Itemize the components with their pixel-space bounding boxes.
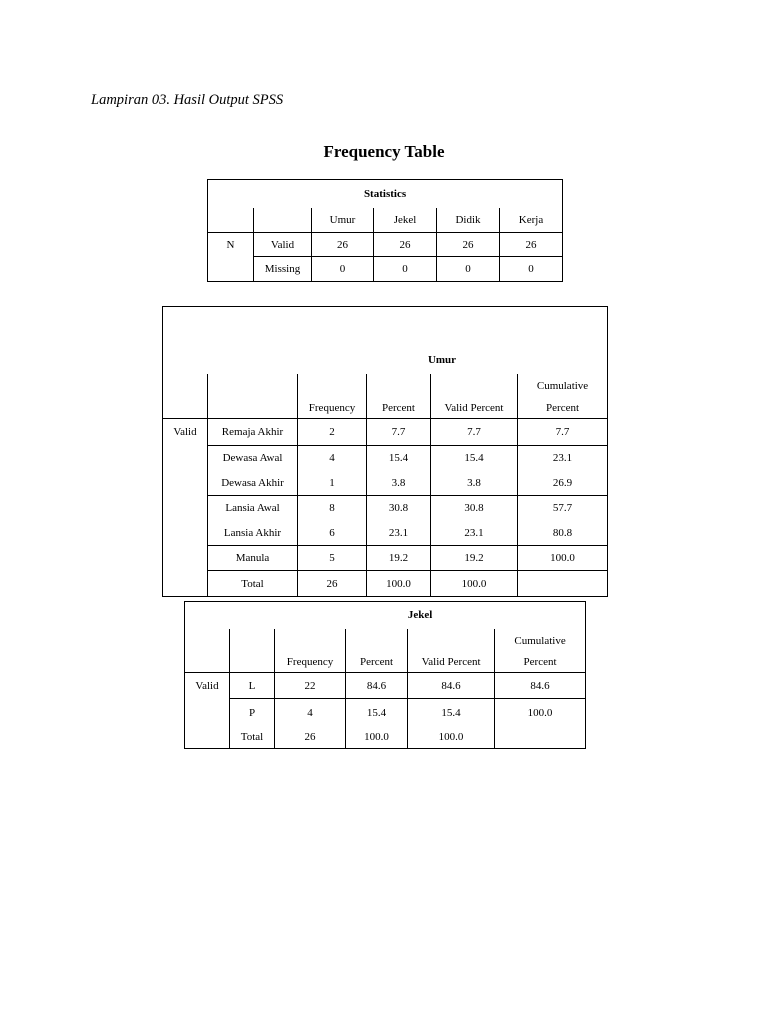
table-cell: 15.4 xyxy=(346,699,408,727)
col-header: Valid Percent xyxy=(408,653,495,673)
table-cell: 100.0 xyxy=(431,571,518,597)
table-row xyxy=(185,673,586,699)
row-label: P xyxy=(230,699,275,727)
col-header: Frequency xyxy=(298,398,367,419)
group-label: Valid xyxy=(185,673,230,699)
table-cell: 26 xyxy=(312,233,374,257)
table-cell xyxy=(518,571,608,597)
table-cell: 7.7 xyxy=(367,419,431,446)
row-label: Manula xyxy=(208,546,298,571)
col-header: Percent xyxy=(346,653,408,673)
table-cell: 7.7 xyxy=(431,419,518,446)
statistics-table xyxy=(207,179,563,282)
row-label: Valid xyxy=(254,233,312,257)
table-row xyxy=(163,546,608,571)
col-header: Jekel xyxy=(374,208,437,233)
col-header: Percent xyxy=(495,653,586,673)
table-row xyxy=(163,446,608,471)
jekel-title: Jekel xyxy=(407,609,433,622)
table-cell: 26 xyxy=(374,233,437,257)
col-header: Percent xyxy=(518,398,608,419)
col-header: Percent xyxy=(367,398,431,419)
table-cell: 7.7 xyxy=(518,419,608,446)
table-cell: 15.4 xyxy=(431,446,518,471)
table-cell: 100.0 xyxy=(408,727,495,749)
table-cell: 84.6 xyxy=(495,673,586,699)
table-cell: 0 xyxy=(312,257,374,282)
row-label: L xyxy=(230,673,275,699)
table-cell: 84.6 xyxy=(408,673,495,699)
table-row xyxy=(185,699,586,727)
table-row xyxy=(208,257,563,282)
row-label: Lansia Akhir xyxy=(208,521,298,546)
table-row xyxy=(163,419,608,446)
table-row xyxy=(208,233,563,257)
table-cell: 100.0 xyxy=(495,699,586,727)
umur-table xyxy=(162,306,608,597)
col-header: Frequency xyxy=(275,653,346,673)
table-cell: 30.8 xyxy=(431,496,518,521)
table-cell: 0 xyxy=(500,257,563,282)
table-cell: 80.8 xyxy=(518,521,608,546)
col-header: Kerja xyxy=(500,208,563,233)
row-label: Remaja Akhir xyxy=(208,419,298,446)
table-cell: 23.1 xyxy=(518,446,608,471)
table-cell: 4 xyxy=(275,699,346,727)
table-cell: 23.1 xyxy=(367,521,431,546)
table-row xyxy=(163,496,608,521)
table-cell: 57.7 xyxy=(518,496,608,521)
table-cell: 0 xyxy=(374,257,437,282)
table-cell: 3.8 xyxy=(431,471,518,496)
jekel-table xyxy=(184,601,586,749)
col-header: Umur xyxy=(312,208,374,233)
table-cell: 22 xyxy=(275,673,346,699)
table-cell: 26 xyxy=(275,727,346,749)
table-cell: 1 xyxy=(298,471,367,496)
table-cell: 100.0 xyxy=(367,571,431,597)
table-cell: 84.6 xyxy=(346,673,408,699)
table-cell: 26.9 xyxy=(518,471,608,496)
table-cell: 100.0 xyxy=(346,727,408,749)
row-label: Missing xyxy=(254,257,312,282)
table-cell: 5 xyxy=(298,546,367,571)
col-header: Cumulative xyxy=(518,374,608,398)
table-cell: 6 xyxy=(298,521,367,546)
table-row xyxy=(163,471,608,496)
table-cell: 0 xyxy=(437,257,500,282)
group-label: Valid xyxy=(163,419,208,446)
row-label: Total xyxy=(230,727,275,749)
row-label-n: N xyxy=(208,233,254,257)
table-cell: 8 xyxy=(298,496,367,521)
table-row xyxy=(185,727,586,749)
table-cell: 19.2 xyxy=(431,546,518,571)
table-cell: 15.4 xyxy=(408,699,495,727)
table-cell: 2 xyxy=(298,419,367,446)
row-label: Dewasa Awal xyxy=(208,446,298,471)
umur-title: Umur xyxy=(427,353,457,366)
table-cell: 4 xyxy=(298,446,367,471)
table-cell xyxy=(495,727,586,749)
table-cell: 23.1 xyxy=(431,521,518,546)
table-cell: 100.0 xyxy=(518,546,608,571)
row-label: Lansia Awal xyxy=(208,496,298,521)
page-title: Frequency Table xyxy=(323,142,445,161)
table-cell: 26 xyxy=(298,571,367,597)
table-cell: 3.8 xyxy=(367,471,431,496)
table-cell: 15.4 xyxy=(367,446,431,471)
col-header: Cumulative xyxy=(495,629,586,653)
table-cell: 26 xyxy=(500,233,563,257)
col-header: Valid Percent xyxy=(431,398,518,419)
table-row xyxy=(163,521,608,546)
table-cell: 30.8 xyxy=(367,496,431,521)
col-header: Didik xyxy=(437,208,500,233)
table-row xyxy=(163,571,608,597)
table-cell: 19.2 xyxy=(367,546,431,571)
page-caption: Lampiran 03. Hasil Output SPSS xyxy=(91,92,284,108)
statistics-title: Statistics xyxy=(208,180,563,208)
row-label: Total xyxy=(208,571,298,597)
table-cell: 26 xyxy=(437,233,500,257)
row-label: Dewasa Akhir xyxy=(208,471,298,496)
